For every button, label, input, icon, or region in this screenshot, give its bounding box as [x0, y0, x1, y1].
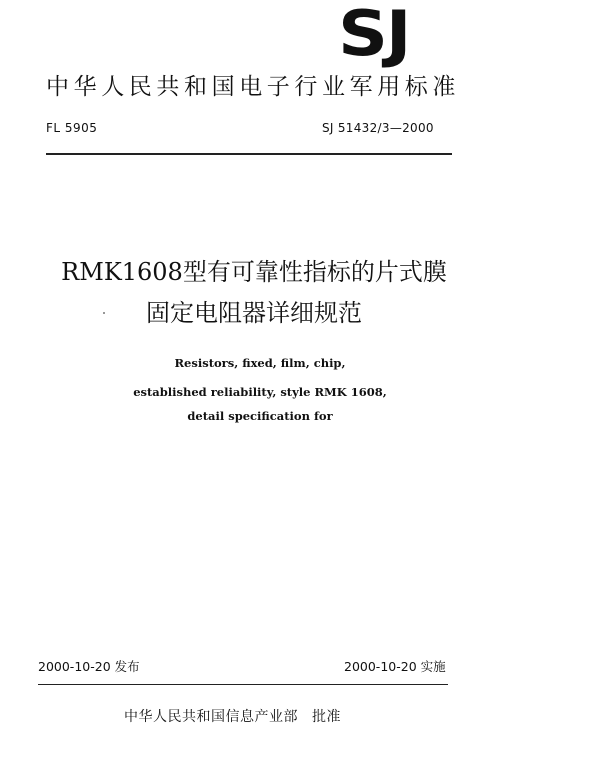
- footer-divider: [38, 684, 448, 685]
- implementation-date: 2000-10-20 实施: [344, 659, 446, 674]
- sj-logo: SJ: [338, 0, 410, 70]
- industry-standard-title: 中华人民共和国电子行业军用标准: [46, 74, 460, 100]
- standard-number: SJ 51432/3—2000: [322, 121, 434, 135]
- english-title-line-1: Resistors, fixed, film, chip,: [174, 356, 346, 370]
- model-designation: RMK1608: [61, 258, 183, 286]
- chinese-title-line-1-text: 型有可靠性指标的片式膜: [182, 258, 447, 286]
- issue-date: 2000-10-20 发布: [38, 659, 140, 674]
- fl-classification-code: FL 5905: [46, 121, 98, 135]
- chinese-title-line-1: [44, 256, 464, 288]
- english-title-line-2: established reliability, style RMK 1608,: [133, 385, 387, 399]
- approval-line: [124, 706, 341, 726]
- approval-label: 批准: [312, 709, 341, 725]
- english-title-line-3: detail specification for: [187, 409, 333, 423]
- header-divider: [46, 153, 452, 155]
- approving-body: 中华人民共和国信息产业部: [124, 709, 298, 725]
- scan-speck: [103, 312, 105, 314]
- chinese-title-line-2: 固定电阻器详细规范: [146, 299, 362, 327]
